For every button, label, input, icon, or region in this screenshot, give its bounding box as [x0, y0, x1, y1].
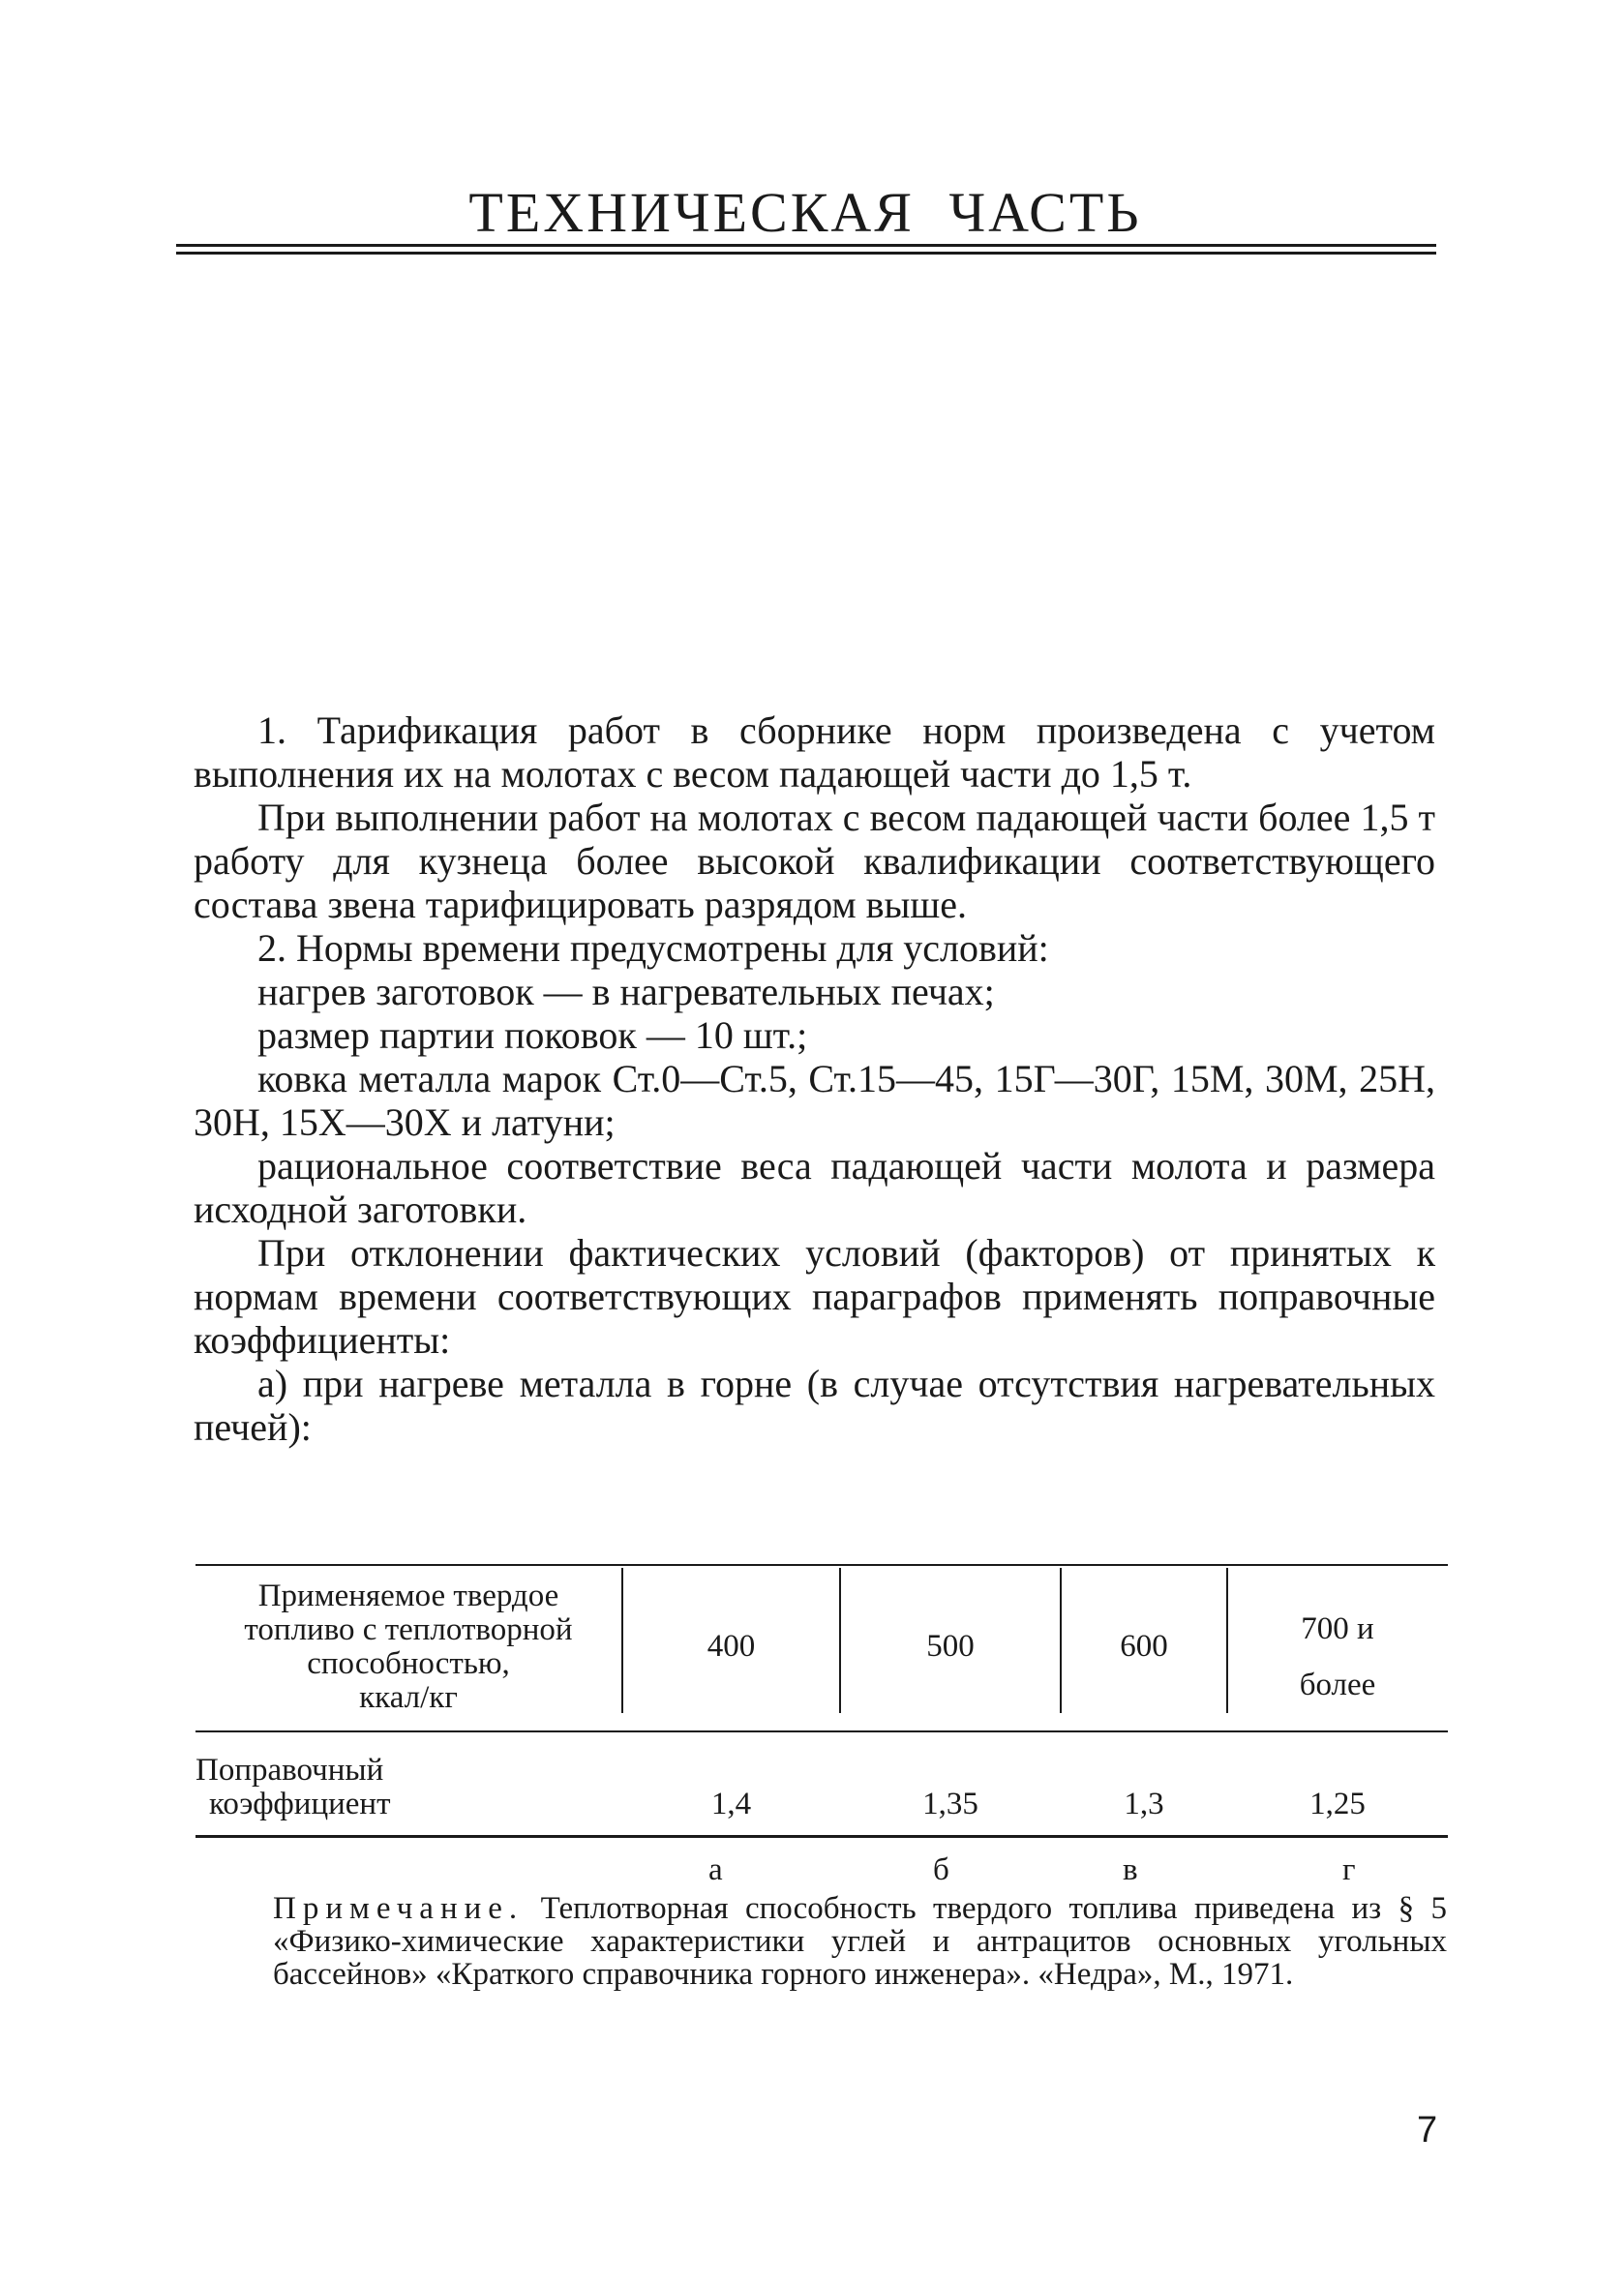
row-label: Поправочный коэффициент: [195, 1753, 391, 1821]
column-header: 500: [926, 1629, 975, 1664]
condition-ratio: рациональное соответствие веса падающей части молота и размера исходной заготовки.: [194, 1144, 1435, 1231]
paragraph-item-a: а) при нагреве металла в горне (в случае отсутствия нагревательных печей):: [194, 1362, 1435, 1449]
page-title: ТЕХНИЧЕСКАЯ ЧАСТЬ: [468, 181, 1142, 244]
column-header: 600: [1120, 1629, 1168, 1664]
paragraph-2: При выполнении работ на молотах с весом падающей части более 1,5 т работу для кузнеца более высокой квалификации соответствующего состава звена тарифицировать разрядом выше.: [194, 796, 1435, 926]
table-bottom-rule: [195, 1835, 1448, 1838]
column-divider: [1226, 1568, 1228, 1713]
page-number: 7: [1417, 2110, 1438, 2151]
table-header-label: Применяемое твердое топливо с теплотворной способностью, ккал/кг: [244, 1579, 573, 1715]
title-rule-bottom: [176, 252, 1436, 255]
column-header: 400: [707, 1629, 756, 1664]
condition-heating: нагрев заготовок — в нагревательных печах;: [257, 970, 995, 1013]
coefficient-value: 1,35: [922, 1787, 978, 1821]
note-text: Теплотворная способность твердого топлива приведена из § 5 «Физико-химические характеристики углей и антрацитов основных угольных бассейнов» «Краткого справочника горного инженера». «Недра», М., 1971.: [273, 1891, 1448, 1992]
title-rule-top: [176, 244, 1436, 247]
paragraph-1: 1. Тарификация работ в сборнике норм произведена с учетом выполнения их на молотах с весом падающей части до 1,5 т.: [194, 708, 1435, 796]
paragraph-deviation: При отклонении фактических условий (факторов) от принятых к нормам времени соответствующих параграфов применять поправочные коэффициенты:: [194, 1231, 1435, 1362]
coefficient-letter: в: [1123, 1852, 1138, 1887]
coefficient-letter: б: [933, 1852, 949, 1887]
table-note: [273, 1892, 1447, 1991]
paragraph-3: 2. Нормы времени предусмотрены для условий:: [257, 926, 1049, 970]
note-label: Примечание.: [273, 1891, 525, 1926]
condition-metal-grades: ковка металла марок Ст.0—Ст.5, Ст.15—45, 15Г—30Г, 15М, 30М, 25Н, 30Н, 15Х—30Х и латуни;: [194, 1057, 1435, 1144]
table-top-rule: [195, 1564, 1448, 1566]
coefficient-value: 1,3: [1124, 1787, 1164, 1821]
table-header-rule: [195, 1730, 1448, 1732]
body-text: [194, 708, 1435, 1449]
coefficient-letter: а: [708, 1852, 723, 1887]
condition-batch-size: размер партии поковок — 10 шт.;: [257, 1013, 808, 1057]
column-header: 700 и более: [1299, 1611, 1376, 1702]
coefficient-value: 1,4: [710, 1787, 752, 1821]
coefficient-value: 1,25: [1309, 1787, 1366, 1821]
coefficient-letter: г: [1342, 1852, 1356, 1887]
